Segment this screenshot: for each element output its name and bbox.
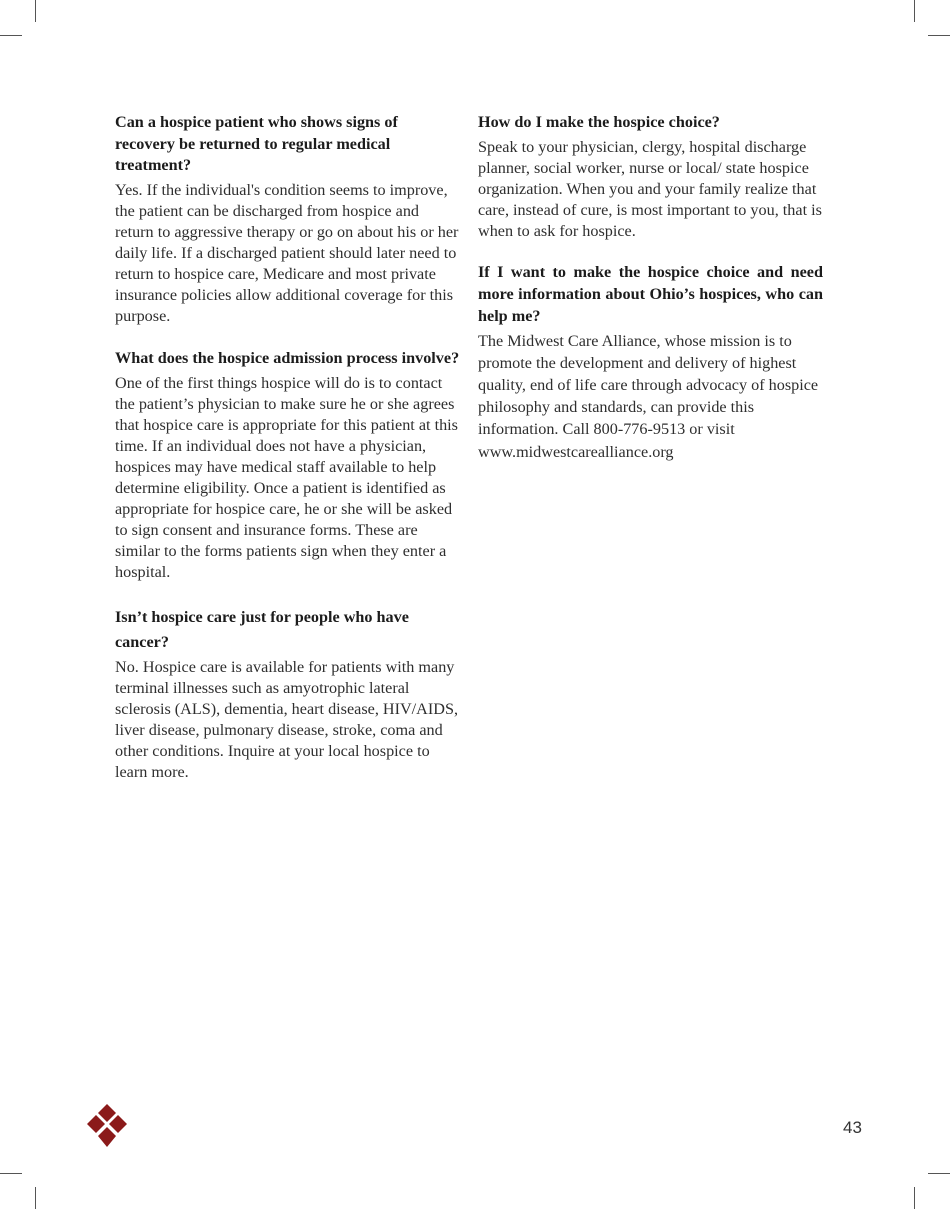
faq-item-ohio-hospices — [478, 261, 823, 463]
faq-item-hospice-choice — [478, 112, 823, 242]
faq-answer: The Midwest Care Alliance, whose mission is to promote the development and delivery of highest quality, end of life care through advocacy of hospice philosophy and standards, can provide this information. Call 800-776-9513 or visit www.midwestcarealliance.org — [478, 331, 819, 461]
crop-mark-bottom-right-horizontal — [928, 1173, 950, 1174]
faq-question: If I want to make the hospice choice and need more information about Ohio’s hospices, who can help me? — [478, 262, 823, 325]
faq-item-admission-process — [115, 346, 460, 584]
red-diamond-cluster-icon — [84, 1103, 130, 1149]
crop-mark-bottom-left-vertical — [35, 1187, 36, 1209]
faq-answer: Speak to your physician, clergy, hospital discharge planner, social worker, nurse or local/ state hospice organization. When you and your family realize that care, instead of cure, is most important to you, that is when to ask for hospice. — [478, 137, 822, 240]
crop-mark-bottom-left-horizontal — [0, 1173, 22, 1174]
faq-question: Can a hospice patient who shows signs of recovery be returned to regular medical treatment? — [115, 113, 398, 174]
logo-diamond-bottom — [98, 1127, 116, 1147]
crop-mark-top-right-vertical — [914, 0, 915, 22]
faq-answer: One of the first things hospice will do is to contact the patient’s physician to make sure he or she agrees that hospice care is appropriate for this patient at this time. If an individual does not have a physician, hospices may have medical staff available to help determine eligibility. Once a patient is identified as appropriate for hospice care, he or she will be asked to sign consent and insurance forms. These are similar to the forms patients sign when they enter a hospital. — [115, 374, 458, 581]
logo-diamond-right — [109, 1115, 127, 1133]
crop-mark-top-left-horizontal — [0, 35, 22, 36]
left-column — [115, 112, 460, 783]
crop-mark-bottom-right-vertical — [914, 1187, 915, 1209]
crop-mark-top-left-vertical — [35, 0, 36, 22]
faq-answer: No. Hospice care is available for patients with many terminal illnesses such as amyotrophic lateral sclerosis (ALS), dementia, heart disease, HIV/AIDS, liver disease, pulmonary disease, stroke, coma and other conditions. Inquire at your local hospice to learn more. — [115, 658, 458, 781]
faq-question: How do I make the hospice choice? — [478, 113, 720, 131]
faq-question: Isn’t hospice care just for people who have cancer? — [115, 608, 409, 651]
crop-mark-top-right-horizontal — [928, 35, 950, 36]
right-column — [478, 112, 823, 463]
faq-item-cancer — [115, 605, 460, 783]
faq-question: What does the hospice admission process involve? — [115, 348, 460, 367]
page-number: 43 — [843, 1118, 862, 1137]
faq-item-recovery — [115, 112, 460, 327]
logo-diamond-left — [87, 1115, 105, 1133]
logo-diamond-top — [98, 1104, 116, 1122]
faq-answer: Yes. If the individual's condition seems to improve, the patient can be discharged from hospice and return to aggressive therapy or go on about his or her daily life. If a discharged patient should later need to return to hospice care, Medicare and most private insurance policies allow additional coverage for this purpose. — [115, 180, 459, 325]
